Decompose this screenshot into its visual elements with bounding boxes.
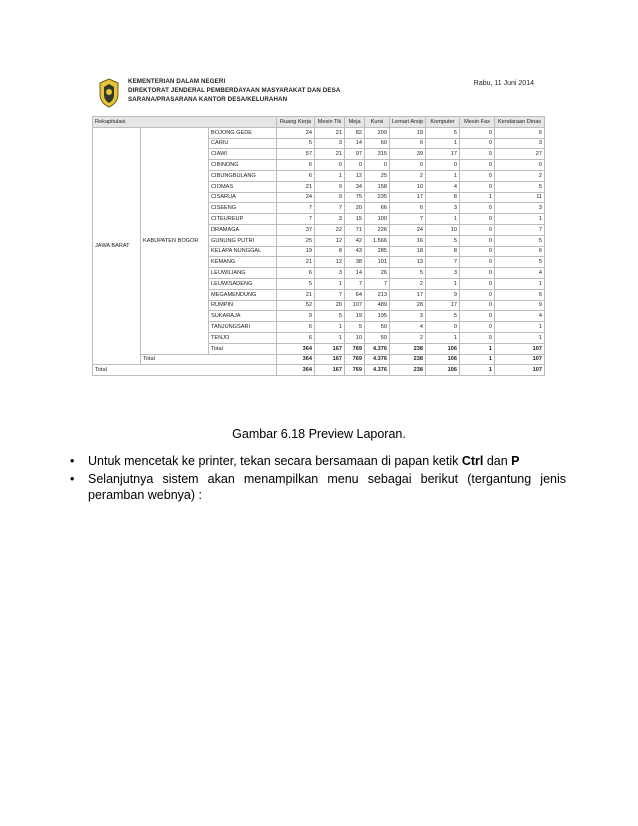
value-cell: 1 xyxy=(426,170,460,181)
col-lemari-arsip: Lemari Arsip xyxy=(390,117,426,128)
value-cell: 14 xyxy=(345,268,365,279)
value-cell: 0 xyxy=(460,127,495,138)
value-cell: 0 xyxy=(460,300,495,311)
district-name: CIBINONG xyxy=(209,160,277,171)
province-cell: JAWA BARAT xyxy=(93,127,141,365)
value-cell: 12 xyxy=(345,170,365,181)
district-name: CIAWI xyxy=(209,149,277,160)
value-cell: 1 xyxy=(426,332,460,343)
value-cell: 0 xyxy=(460,311,495,322)
value-cell: 1 xyxy=(315,170,345,181)
report-header xyxy=(92,74,548,116)
report-date: Rabu, 11 Juni 2014 xyxy=(473,80,534,87)
value-cell: 10 xyxy=(390,181,426,192)
value-cell: 17 xyxy=(390,289,426,300)
value-cell: 0 xyxy=(460,257,495,268)
value-cell: 235 xyxy=(365,192,390,203)
value-cell: 8 xyxy=(426,192,460,203)
value-cell: 34 xyxy=(345,181,365,192)
figure-caption: Gambar 6.18 Preview Laporan. xyxy=(232,427,406,441)
col-rekapitulasi: Rekapitulasi xyxy=(93,117,277,128)
value-cell: 60 xyxy=(365,138,390,149)
value-cell: 1 xyxy=(460,192,495,203)
value-cell: 10 xyxy=(345,332,365,343)
value-cell: 3 xyxy=(426,203,460,214)
total-cell: 167 xyxy=(315,354,345,365)
value-cell: 195 xyxy=(365,311,390,322)
value-cell: 24 xyxy=(277,127,315,138)
value-cell: 285 xyxy=(365,246,390,257)
value-cell: 8 xyxy=(315,246,345,257)
value-cell: 5 xyxy=(277,138,315,149)
value-cell: 16 xyxy=(390,235,426,246)
value-cell: 8 xyxy=(426,246,460,257)
value-cell: 13 xyxy=(390,257,426,268)
district-name: LEUWISADENG xyxy=(209,278,277,289)
value-cell: 6 xyxy=(277,160,315,171)
bullet-icon: • xyxy=(70,454,75,468)
value-cell: 0 xyxy=(460,332,495,343)
value-cell: 0 xyxy=(460,203,495,214)
bullet-icon: • xyxy=(70,472,75,486)
total-cell: 167 xyxy=(315,365,345,376)
value-cell: 3 xyxy=(495,138,545,149)
table-row xyxy=(93,127,545,138)
value-cell: 7 xyxy=(345,278,365,289)
value-cell: 107 xyxy=(345,300,365,311)
district-name: CISEENG xyxy=(209,203,277,214)
value-cell: 0 xyxy=(460,322,495,333)
total-cell: 769 xyxy=(345,343,365,354)
value-cell: 0 xyxy=(460,214,495,225)
value-cell: 6 xyxy=(277,322,315,333)
value-cell: 0 xyxy=(460,181,495,192)
value-cell: 0 xyxy=(460,246,495,257)
value-cell: 2 xyxy=(390,332,426,343)
value-cell: 0 xyxy=(460,289,495,300)
col-mesin-fax: Mesin Fax xyxy=(460,117,495,128)
total-cell: 107 xyxy=(495,343,545,354)
value-cell: 21 xyxy=(315,149,345,160)
value-cell: 7 xyxy=(495,224,545,235)
value-cell: 6 xyxy=(495,127,545,138)
org-line-1: KEMENTERIAN DALAM NEGERI xyxy=(128,78,226,85)
total-cell: 1 xyxy=(460,354,495,365)
district-name: LEUWILIANG xyxy=(209,268,277,279)
key-p: P xyxy=(511,454,520,468)
value-cell: 158 xyxy=(365,181,390,192)
value-cell: 20 xyxy=(315,300,345,311)
report-preview xyxy=(92,74,548,376)
value-cell: 0 xyxy=(495,160,545,171)
value-cell: 1 xyxy=(315,278,345,289)
district-name: TENJO xyxy=(209,332,277,343)
total-cell: 4.376 xyxy=(365,365,390,376)
value-cell: 1 xyxy=(495,214,545,225)
value-cell: 52 xyxy=(277,300,315,311)
district-name: KEMANG xyxy=(209,257,277,268)
value-cell: 2 xyxy=(390,278,426,289)
total-cell: 106 xyxy=(426,365,460,376)
value-cell: 0 xyxy=(460,138,495,149)
value-cell: 24 xyxy=(277,192,315,203)
value-cell: 7 xyxy=(277,203,315,214)
value-cell: 3 xyxy=(390,311,426,322)
value-cell: 64 xyxy=(345,289,365,300)
instruction-menu xyxy=(66,471,566,503)
value-cell: 4 xyxy=(495,268,545,279)
value-cell: 9 xyxy=(315,181,345,192)
value-cell: 6 xyxy=(495,289,545,300)
value-cell: 6 xyxy=(495,246,545,257)
value-cell: 25 xyxy=(365,170,390,181)
value-cell: 12 xyxy=(315,257,345,268)
total-cell: 238 xyxy=(390,365,426,376)
value-cell: 5 xyxy=(495,257,545,268)
value-cell: 11 xyxy=(495,192,545,203)
value-cell: 1 xyxy=(315,322,345,333)
value-cell: 9 xyxy=(426,289,460,300)
district-name: KELAPA NUNGGAL xyxy=(209,246,277,257)
value-cell: 26 xyxy=(365,268,390,279)
value-cell: 57 xyxy=(277,149,315,160)
total-cell: 107 xyxy=(495,365,545,376)
value-cell: 315 xyxy=(365,149,390,160)
total-cell: 364 xyxy=(277,343,315,354)
value-cell: 3 xyxy=(426,268,460,279)
value-cell: 25 xyxy=(277,235,315,246)
value-cell: 101 xyxy=(365,257,390,268)
total-cell: 106 xyxy=(426,354,460,365)
value-cell: 0 xyxy=(390,160,426,171)
value-cell: 0 xyxy=(460,235,495,246)
value-cell: 21 xyxy=(277,257,315,268)
value-cell: 9 xyxy=(495,300,545,311)
value-cell: 7 xyxy=(277,214,315,225)
value-cell: 6 xyxy=(277,170,315,181)
value-cell: 9 xyxy=(315,192,345,203)
value-cell: 2 xyxy=(390,170,426,181)
total-label: Total xyxy=(93,365,277,376)
value-cell: 7 xyxy=(315,203,345,214)
value-cell: 0 xyxy=(426,322,460,333)
value-cell: 7 xyxy=(390,214,426,225)
value-cell: 21 xyxy=(277,181,315,192)
value-cell: 50 xyxy=(365,322,390,333)
value-cell: 18 xyxy=(390,246,426,257)
organization-name xyxy=(128,77,340,104)
value-cell: 5 xyxy=(390,268,426,279)
value-cell: 0 xyxy=(460,160,495,171)
value-cell: 1 xyxy=(495,278,545,289)
instruction-print-text: Untuk mencetak ke printer, tekan secara bersamaan di papan ketik xyxy=(88,454,462,468)
value-cell: 0 xyxy=(460,170,495,181)
total-cell: 1 xyxy=(460,365,495,376)
value-cell: 3 xyxy=(315,214,345,225)
value-cell: 489 xyxy=(365,300,390,311)
value-cell: 1 xyxy=(426,138,460,149)
district-name: MEGAMENDUNG xyxy=(209,289,277,300)
district-name: GUNUNG PUTRI xyxy=(209,235,277,246)
value-cell: 0 xyxy=(315,160,345,171)
value-cell: 1 xyxy=(495,322,545,333)
value-cell: 15 xyxy=(345,214,365,225)
value-cell: 82 xyxy=(345,127,365,138)
value-cell: 5 xyxy=(345,322,365,333)
value-cell: 5 xyxy=(277,278,315,289)
col-mesin-tik: Mesin Tik xyxy=(315,117,345,128)
value-cell: 226 xyxy=(365,224,390,235)
value-cell: 24 xyxy=(390,224,426,235)
value-cell: 0 xyxy=(460,278,495,289)
instruction-list xyxy=(66,453,566,505)
value-cell: 5 xyxy=(495,181,545,192)
value-cell: 0 xyxy=(460,224,495,235)
total-cell: 364 xyxy=(277,365,315,376)
value-cell: 0 xyxy=(460,268,495,279)
value-cell: 6 xyxy=(390,203,426,214)
value-cell: 22 xyxy=(315,224,345,235)
district-name: RUMPIN xyxy=(209,300,277,311)
province-total-row xyxy=(93,354,545,365)
value-cell: 0 xyxy=(365,160,390,171)
value-cell: 5 xyxy=(426,235,460,246)
value-cell: 9 xyxy=(277,311,315,322)
value-cell: 0 xyxy=(426,160,460,171)
value-cell: 43 xyxy=(345,246,365,257)
value-cell: 28 xyxy=(390,300,426,311)
value-cell: 4 xyxy=(426,181,460,192)
total-cell: 769 xyxy=(345,365,365,376)
district-name: CIBUNGBULANG xyxy=(209,170,277,181)
total-cell: 106 xyxy=(426,343,460,354)
value-cell: 38 xyxy=(345,257,365,268)
total-cell: 4.376 xyxy=(365,354,390,365)
district-name: CITEUREUP xyxy=(209,214,277,225)
value-cell: 21 xyxy=(277,289,315,300)
report-table xyxy=(92,116,545,376)
value-cell: 5 xyxy=(426,127,460,138)
value-cell: 42 xyxy=(345,235,365,246)
value-cell: 37 xyxy=(277,224,315,235)
value-cell: 66 xyxy=(365,203,390,214)
value-cell: 19 xyxy=(390,127,426,138)
garuda-emblem-icon xyxy=(98,78,120,108)
value-cell: 14 xyxy=(345,138,365,149)
value-cell: 21 xyxy=(315,127,345,138)
col-kendaraan-dinas: Kendaraan Dinas xyxy=(495,117,545,128)
value-cell: 3 xyxy=(315,268,345,279)
col-ruang-kerja: Ruang Kerja xyxy=(277,117,315,128)
grand-total-row xyxy=(93,365,545,376)
value-cell: 3 xyxy=(495,203,545,214)
district-name: DRAMAGA xyxy=(209,224,277,235)
total-cell: 769 xyxy=(345,354,365,365)
value-cell: 20 xyxy=(345,203,365,214)
value-cell: 1 xyxy=(426,278,460,289)
value-cell: 12 xyxy=(315,235,345,246)
value-cell: 2 xyxy=(495,170,545,181)
value-cell: 1 xyxy=(315,332,345,343)
col-komputer: Komputer xyxy=(426,117,460,128)
value-cell: 4 xyxy=(495,311,545,322)
table-header-row xyxy=(93,117,545,128)
value-cell: 6 xyxy=(390,138,426,149)
value-cell: 0 xyxy=(345,160,365,171)
value-cell: 5 xyxy=(495,235,545,246)
total-cell: 238 xyxy=(390,354,426,365)
value-cell: 6 xyxy=(277,268,315,279)
district-name: CISARUA xyxy=(209,192,277,203)
total-cell: 4.376 xyxy=(365,343,390,354)
instruction-print xyxy=(66,453,566,469)
value-cell: 213 xyxy=(365,289,390,300)
district-name: SUKARAJA xyxy=(209,311,277,322)
org-line-2: DIREKTORAT JENDERAL PEMBERDAYAAN MASYARAKAT DAN DESA xyxy=(128,87,341,94)
total-cell: 107 xyxy=(495,354,545,365)
value-cell: 5 xyxy=(426,311,460,322)
value-cell: 39 xyxy=(390,149,426,160)
value-cell: 17 xyxy=(390,192,426,203)
value-cell: 17 xyxy=(426,149,460,160)
value-cell: 4 xyxy=(390,322,426,333)
value-cell: 75 xyxy=(345,192,365,203)
district-name: BOJONG GEDE xyxy=(209,127,277,138)
value-cell: 5 xyxy=(315,311,345,322)
total-cell: 1 xyxy=(460,343,495,354)
value-cell: 19 xyxy=(345,311,365,322)
district-name: CARIU xyxy=(209,138,277,149)
total-label: Total xyxy=(209,343,277,354)
value-cell: 100 xyxy=(365,214,390,225)
value-cell: 17 xyxy=(426,300,460,311)
value-cell: 7 xyxy=(315,289,345,300)
instruction-menu-text: Selanjutnya sistem akan menampilkan menu sebagai berikut (tergantung jenis peramban webnya) : xyxy=(88,472,566,502)
total-label: Total xyxy=(141,354,277,365)
total-cell: 238 xyxy=(390,343,426,354)
value-cell: 19 xyxy=(277,246,315,257)
value-cell: 27 xyxy=(495,149,545,160)
instruction-print-conj: dan xyxy=(483,454,512,468)
total-cell: 364 xyxy=(277,354,315,365)
value-cell: 0 xyxy=(460,149,495,160)
value-cell: 1.566 xyxy=(365,235,390,246)
org-line-3: SARANA/PRASARANA KANTOR DESA/KELURAHAN xyxy=(128,96,288,103)
value-cell: 71 xyxy=(345,224,365,235)
regency-cell: KABUPATEN BOGOR xyxy=(141,127,209,354)
value-cell: 7 xyxy=(365,278,390,289)
value-cell: 50 xyxy=(365,332,390,343)
value-cell: 3 xyxy=(315,138,345,149)
value-cell: 10 xyxy=(426,224,460,235)
value-cell: 6 xyxy=(277,332,315,343)
key-ctrl: Ctrl xyxy=(461,454,484,468)
table-body xyxy=(93,127,545,375)
value-cell: 209 xyxy=(365,127,390,138)
col-kursi: Kursi xyxy=(365,117,390,128)
value-cell: 1 xyxy=(426,214,460,225)
value-cell: 1 xyxy=(495,332,545,343)
total-cell: 167 xyxy=(315,343,345,354)
district-name: CIOMAS xyxy=(209,181,277,192)
value-cell: 7 xyxy=(426,257,460,268)
value-cell: 97 xyxy=(345,149,365,160)
district-name: TANJUNGSARI xyxy=(209,322,277,333)
col-meja: Meja xyxy=(345,117,365,128)
